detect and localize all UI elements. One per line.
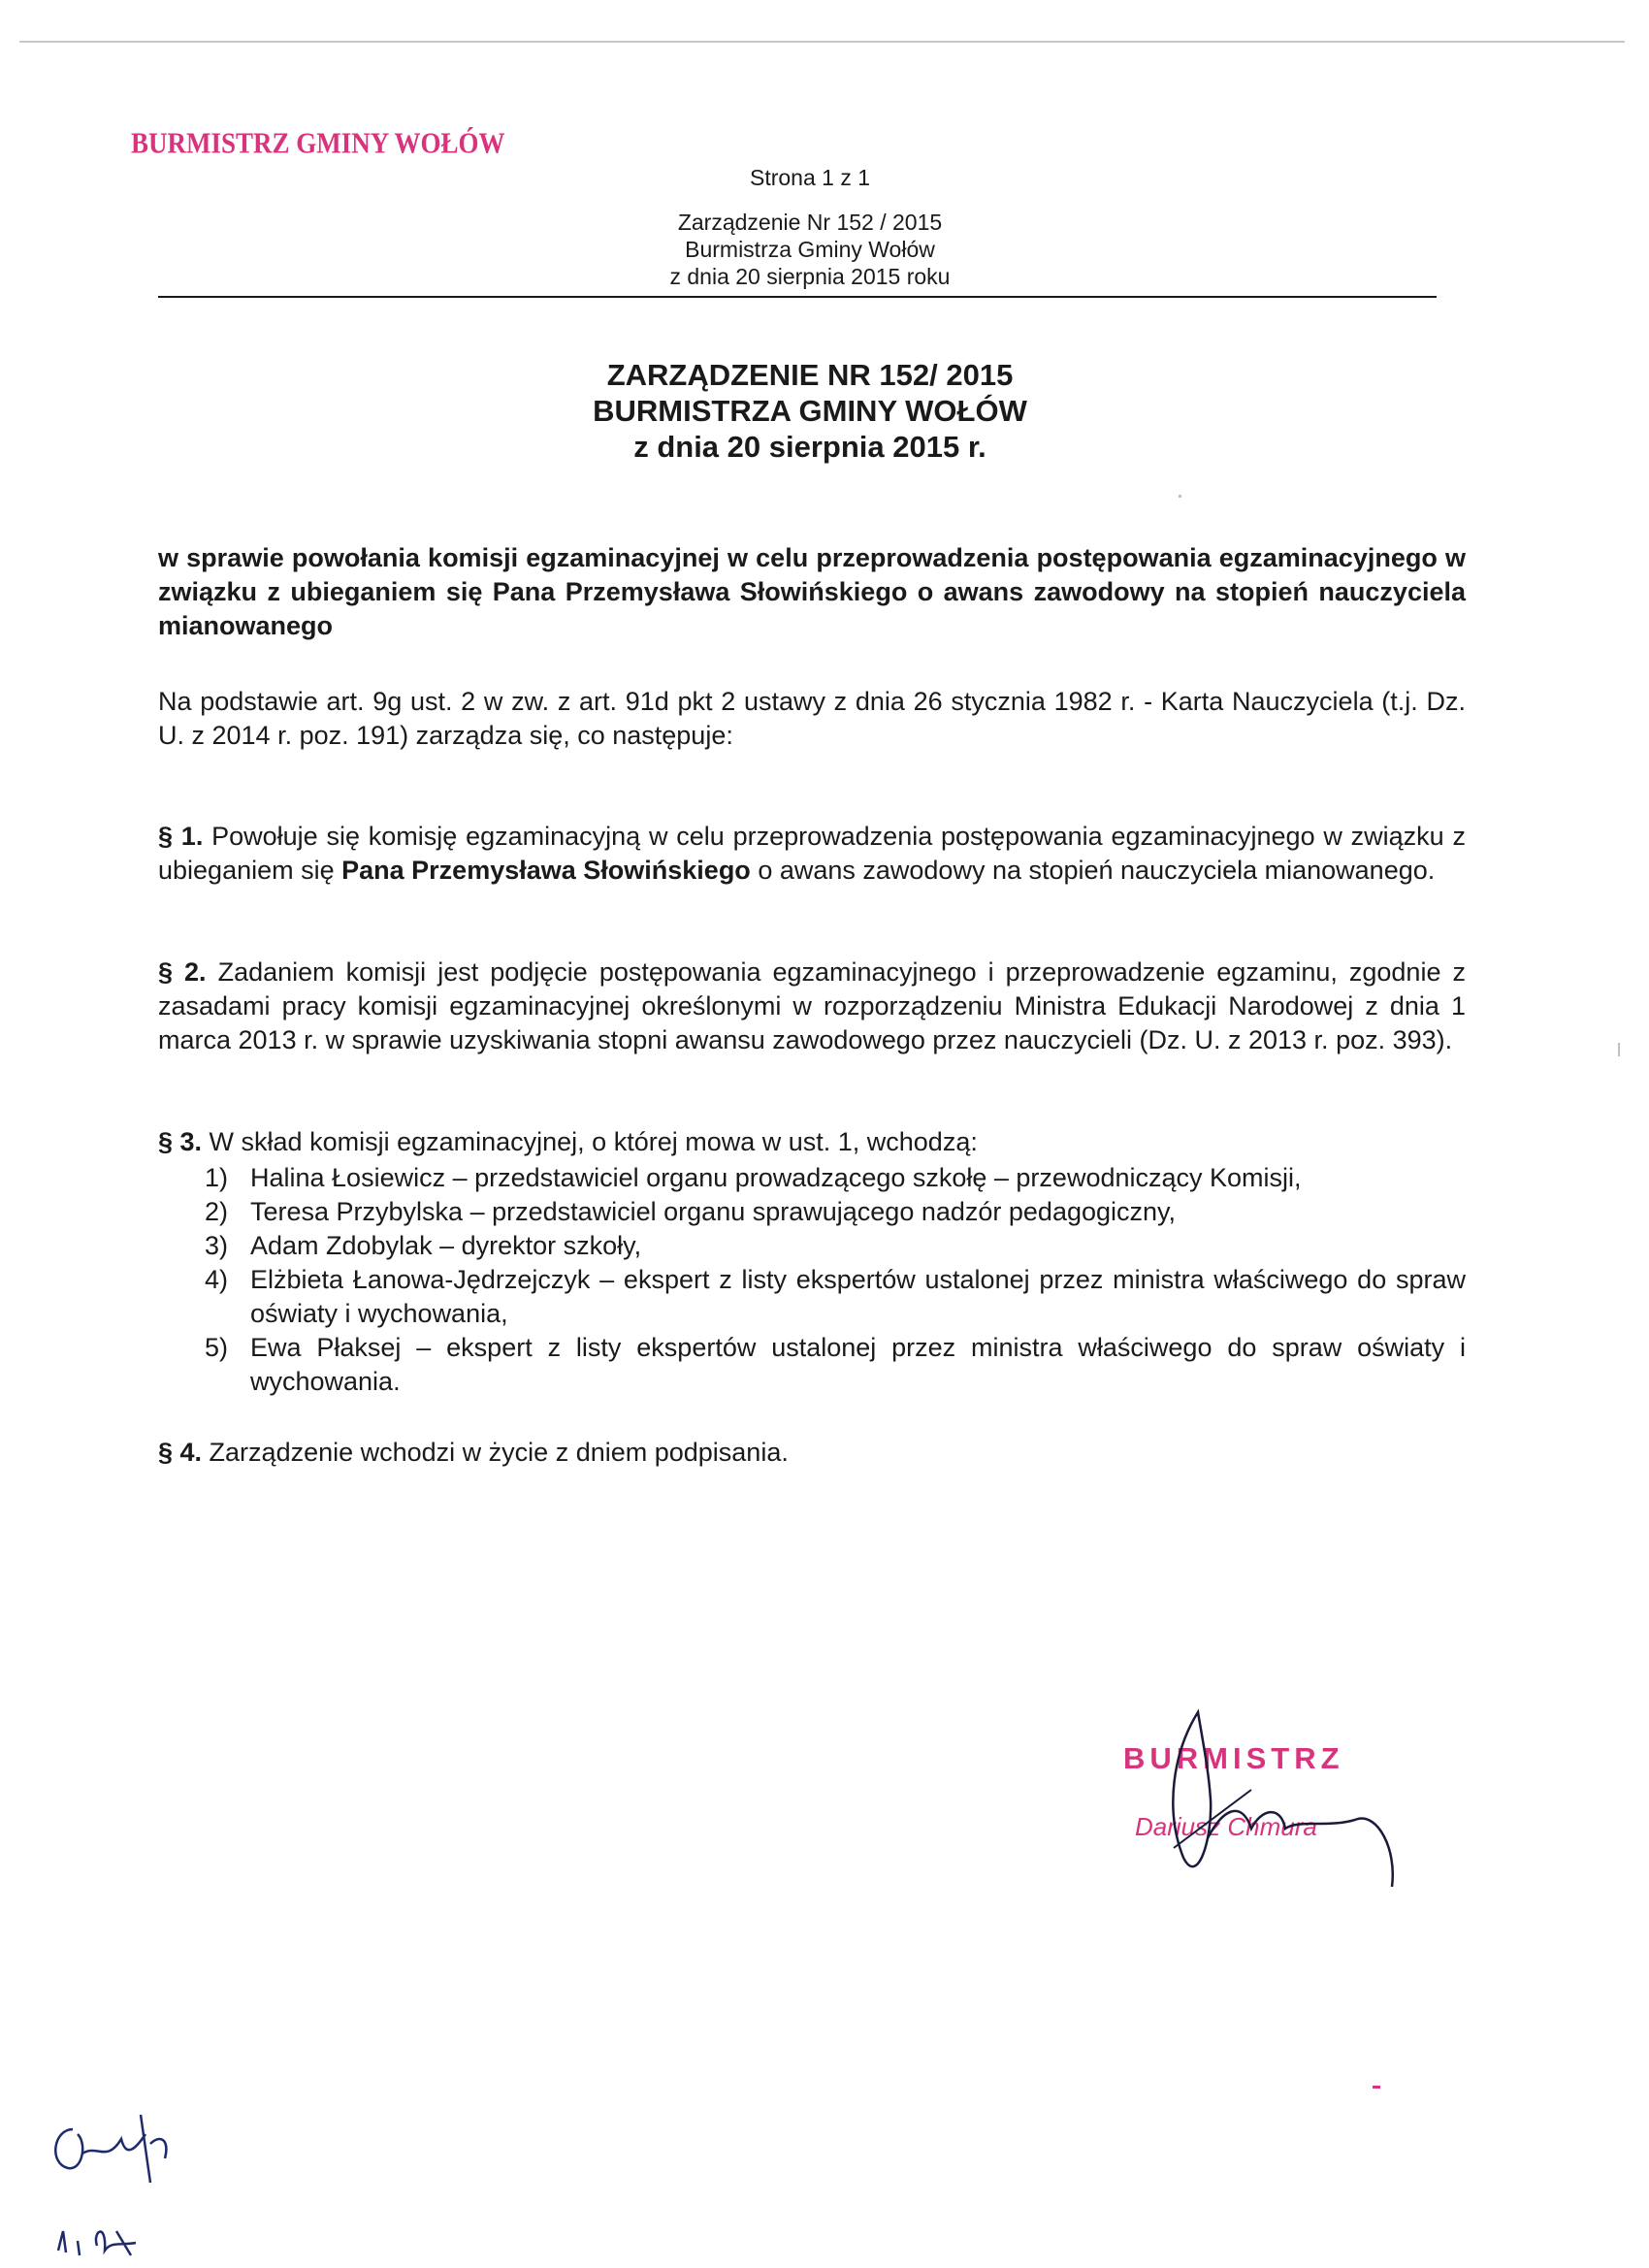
section-1-text-end: o awans zawodowy na stopień nauczyciela mianowanego. <box>750 856 1436 885</box>
signature-stamp <box>1106 1693 1416 1906</box>
scan-speck <box>1179 495 1181 498</box>
section-2-text: Zadaniem komisji jest podjęcie postępowania egzaminacyjnego i przeprowadzenie egzaminu, zgodnie z zasadami pracy komisji egzaminacyjnej określonymi w rozporządzeniu Ministra Edukacji Narodowej z dnia 1 marca 2013 r. w sprawie uzyskiwania stopni awansu zawodowego przez nauczycieli (Dz. U. z 2013 r. poz. 393). <box>158 957 1466 1054</box>
section-3-paragraph <box>158 1125 1466 1159</box>
stamp-title: BURMISTRZ <box>1123 1741 1344 1775</box>
list-item-text: Elżbieta Łanowa-Jędrzejczyk – ekspert z listy ekspertów ustalonej przez ministra właściwego do spraw oświaty i wychowania, <box>250 1265 1466 1328</box>
subject-paragraph: w sprawie powołania komisji egzaminacyjnej w celu przeprowadzenia postępowania egzaminacyjnego w związku z ubieganiem się Pana Przemysława Słowińskiego o awans zawodowy na stopień nauczyciela mianowanego <box>158 543 1466 640</box>
title-line-1: ZARZĄDZENIE NR 152/ 2015 <box>606 358 1014 392</box>
list-item <box>158 1229 1466 1263</box>
section-3-text: W skład komisji egzaminacyjnej, o której mowa w ust. 1, wchodzą: <box>202 1127 978 1156</box>
list-item-text: Teresa Przybylska – przedstawiciel organu sprawującego nadzór pedagogiczny, <box>250 1197 1177 1226</box>
list-item-number: 3) <box>205 1231 229 1260</box>
handwritten-signature <box>1106 1693 1416 1906</box>
header-line-2: Burmistrza Gminy Wołów <box>685 237 935 262</box>
list-item <box>158 1263 1466 1331</box>
handwritten-note <box>39 2086 252 2268</box>
header-line-1: Zarządzenie Nr 152 / 2015 <box>677 210 943 235</box>
list-item <box>158 1161 1466 1195</box>
list-item-text: Adam Zdobylak – dyrektor szkoły, <box>250 1231 642 1260</box>
section-2-label: § 2. <box>158 957 207 987</box>
header-stamp: BURMISTRZ GMINY WOŁÓW <box>131 126 505 160</box>
section-1-paragraph <box>158 820 1466 888</box>
document-title <box>0 357 1620 465</box>
scan-edge-line <box>19 41 1625 43</box>
section-3-label: § 3. <box>158 1127 203 1156</box>
title-line-2: BURMISTRZA GMINY WOŁÓW <box>593 394 1027 428</box>
header-divider <box>158 296 1437 298</box>
list-item-number: 1) <box>205 1163 229 1192</box>
list-item <box>158 1195 1466 1229</box>
list-item-number: 2) <box>205 1197 229 1226</box>
list-item-number: 4) <box>205 1265 229 1294</box>
section-2-paragraph <box>158 956 1466 1057</box>
list-item-text: Halina Łosiewicz – przedstawiciel organu prowadzącego szkołę – przewodniczący Komisji, <box>250 1163 1302 1192</box>
scan-speck <box>1373 2086 1380 2089</box>
section-4-paragraph <box>158 1436 1466 1470</box>
document-header <box>0 209 1620 290</box>
page-number: Strona 1 z 1 <box>749 165 871 190</box>
section-4-label: § 4. <box>158 1438 203 1467</box>
scan-speck <box>1618 1043 1620 1056</box>
committee-members-list <box>158 1161 1466 1399</box>
section-4-text: Zarządzenie wchodzi w życie z dniem podpisania. <box>202 1438 789 1467</box>
legal-basis-paragraph: Na podstawie art. 9g ust. 2 w zw. z art. 91d pkt 2 ustawy z dnia 26 stycznia 1982 r. - Karta Nauczyciela (t.j. Dz. U. z 2014 r. poz. 191) zarządza się, co następuje: <box>158 687 1466 750</box>
section-1-label: § 1. <box>158 822 204 851</box>
candidate-name: Pana Przemysława Słowińskiego <box>341 856 751 885</box>
list-item <box>158 1331 1466 1399</box>
section-1-text: Powołuje się komisję egzaminacyjną w celu przeprowadzenia postępowania egzaminacyjnego w związku z ubieganiem się <box>158 822 1466 885</box>
list-item-number: 5) <box>205 1333 229 1362</box>
list-item-text: Ewa Płaksej – ekspert z listy ekspertów ustalonej przez ministra właściwego do spraw oświaty i wychowania. <box>250 1333 1466 1396</box>
header-line-3: z dnia 20 sierpnia 2015 roku <box>669 264 951 289</box>
title-line-3: z dnia 20 sierpnia 2015 r. <box>633 430 986 464</box>
stamp-name: Dariusz Chmura <box>1135 1812 1317 1841</box>
